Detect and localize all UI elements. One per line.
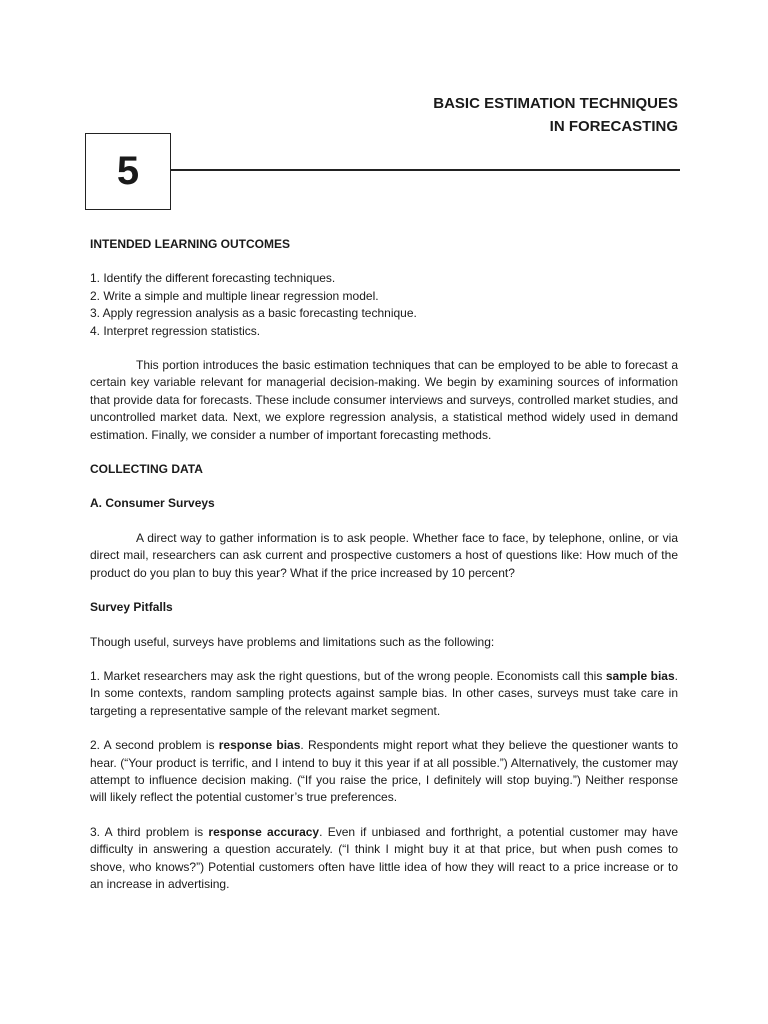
- pitfall-item-1: 1. Market researchers may ask the right questions, but of the wrong people. Economists call this sample bias. In some contexts, random sampling protects against sample bias. In other cases, surveys must take care in targeting a representative sample of the relevant market segment.: [90, 668, 678, 718]
- pitfall-item-2: 2. A second problem is response bias. Respondents might report what they believe the questioner wants to hear. (“Your product is terrific, and I intend to buy it this year if at all possible.”) Alternatively, the customer may attempt to influence decision making. (“If you raise the price, I definitely will stop buying.”) Neither response will likely reflect the potential customer’s true preferences.: [90, 738, 678, 805]
- term-response-accuracy: response accuracy: [208, 824, 320, 839]
- chapter-number-box: [85, 133, 171, 210]
- ilo-heading: INTENDED LEARNING OUTCOMES: [90, 237, 291, 251]
- term-response-bias: response bias: [218, 738, 301, 753]
- collecting-data-heading: COLLECTING DATA: [90, 462, 203, 477]
- term-sample-bias: sample bias: [605, 668, 675, 683]
- ilo-item-1: 1. Identify the different forecasting techniques.: [90, 271, 336, 286]
- ilo-item-4: 4. Interpret regression statistics.: [90, 323, 261, 338]
- ilo-item-2: 2. Write a simple and multiple linear regression model.: [90, 288, 379, 303]
- chapter-divider: [171, 169, 680, 171]
- ilo-item-3: 3. Apply regression analysis as a basic forecasting technique.: [90, 306, 417, 321]
- pitfall-item-3: 3. A third problem is response accuracy. Even if unbiased and forthright, a potential customer may have difficulty in answering a question accurately. (“I think I might buy it at that price, but when push comes to shove, who knows?”) Potential customers often have little idea of how they will react to a price increase or to an increase in advertising.: [90, 824, 678, 891]
- chapter-title-line-1: BASIC ESTIMATION TECHNIQUES: [433, 95, 678, 112]
- document-body: [90, 236, 678, 893]
- chapter-title-line-2: IN FORECASTING: [549, 118, 678, 135]
- intro-paragraph: This portion introduces the basic estimation techniques that can be employed to be able to forecast a certain key variable relevant for managerial decision-making. We begin by examining sources of information that provide data for forecasts. These include consumer interviews and surveys, controlled market studies, and uncontrolled market data. Next, we explore regression analysis, a statistical method widely used in demand estimation. Finally, we consider a number of important forecasting methods.: [90, 358, 678, 442]
- consumer-surveys-paragraph: A direct way to gather information is to ask people. Whether face to face, by telephone, online, or via direct mail, researchers can ask current and prospective customers a host of questions like: How much of the product do you plan to buy this year? What if the price increased by 10 percent?: [90, 530, 678, 580]
- consumer-surveys-heading: A. Consumer Surveys: [90, 496, 215, 511]
- chapter-number: 5: [116, 149, 140, 193]
- survey-pitfalls-lead: Though useful, surveys have problems and limitations such as the following:: [90, 634, 495, 649]
- survey-pitfalls-heading: Survey Pitfalls: [90, 600, 173, 615]
